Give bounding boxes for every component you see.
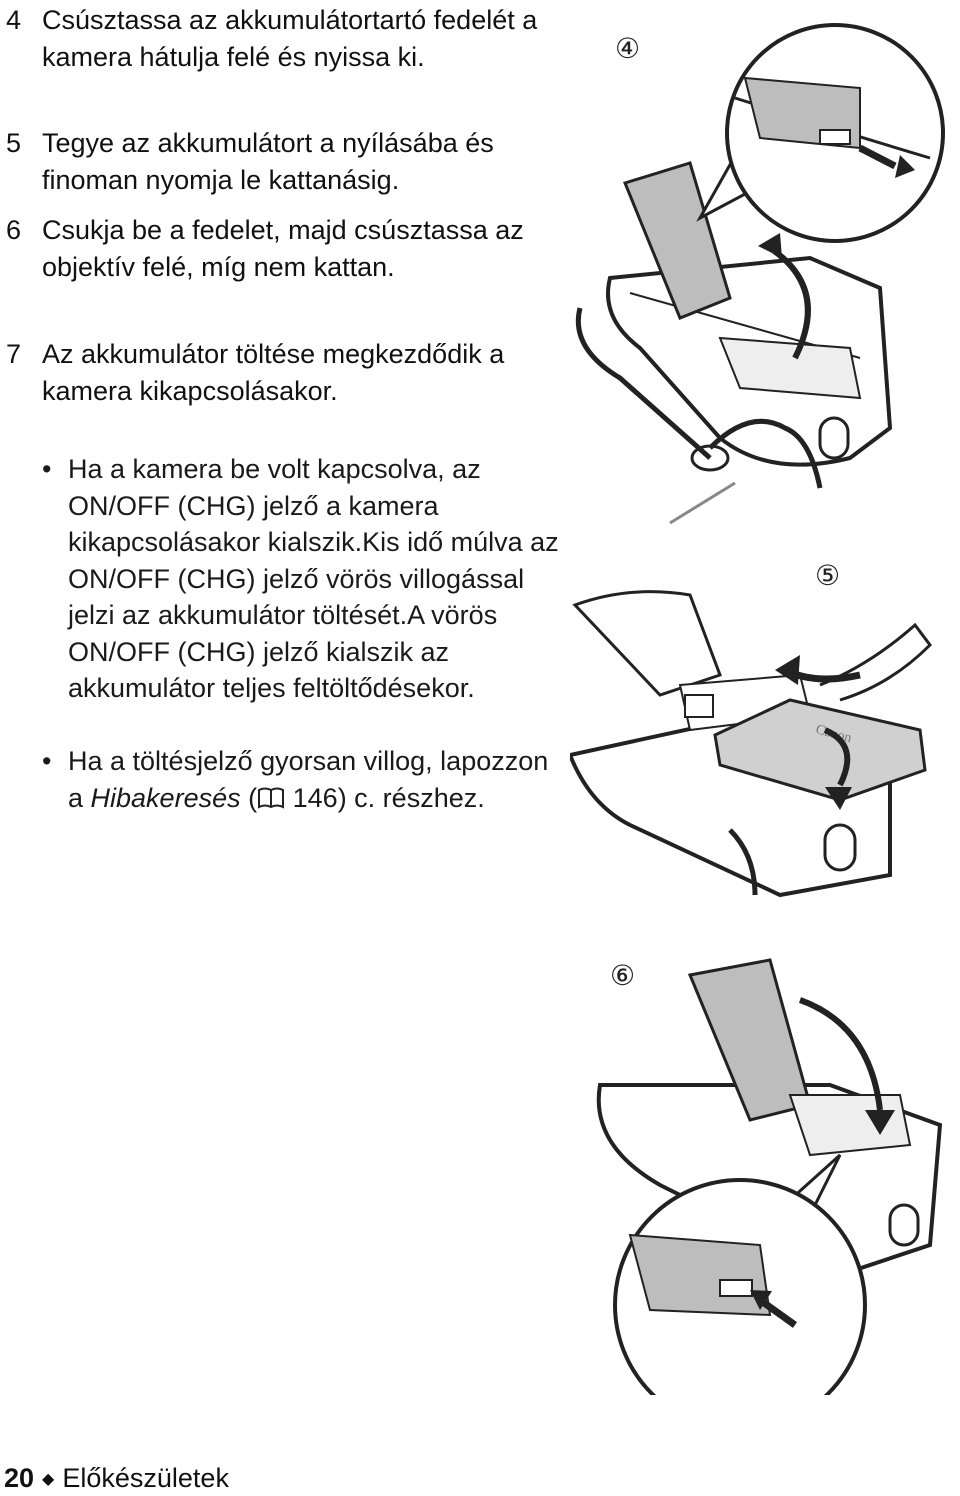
- step-number: 6: [6, 215, 22, 245]
- page-footer: [4, 1462, 229, 1496]
- step-text: Csúsztassa az akkumulátortartó fedelét a kamera hátulja felé és nyissa ki.: [42, 5, 538, 72]
- bullet-charge-indicator: [0, 451, 560, 707]
- page-number: 20: [4, 1463, 35, 1493]
- bullet-text-part: Ha a töltésjelző gyorsan villog, lapozzon a: [68, 746, 549, 813]
- step-number: 4: [6, 5, 22, 35]
- bullet-troubleshooting: [0, 743, 560, 819]
- figure-label: ⑤: [815, 559, 841, 592]
- bullet-dot: •: [42, 746, 52, 776]
- step-5: [0, 125, 570, 199]
- step-number: 7: [6, 339, 22, 369]
- figure-open-cover: [570, 18, 955, 538]
- step-text: Az akkumulátor töltése megkezdődik a kamera kikapcsolásakor.: [42, 339, 505, 406]
- figure-close-cover: [580, 945, 955, 1395]
- bullet-text: Ha a kamera be volt kapcsolva, az ON/OFF (CHG) jelző a kamera kikapcsolásakor kialszik.Kis idő múlva az ON/OFF (CHG) jelző vörös villogással jelzi az akkumulátor töltését.A vörös ON/OFF (CHG) jelző kialszik az akkumulátor teljes feltöltődésekor.: [68, 454, 559, 703]
- step-text: Tegye az akkumulátort a nyílásába és finoman nyomja le kattanásig.: [42, 128, 494, 195]
- troubleshooting-link[interactable]: Hibakeresés: [90, 782, 241, 813]
- figure-label: ⑥: [610, 959, 636, 992]
- bullet-text-part: (: [240, 782, 258, 813]
- figure-insert-battery: [570, 555, 955, 915]
- step-text: Csukja be a fedelet, majd csúsztassa az objektív felé, míg nem kattan.: [42, 215, 524, 282]
- section-title: Előkészületek: [62, 1463, 229, 1493]
- bullet-text: [68, 743, 560, 819]
- step-7: [0, 336, 570, 410]
- diamond-separator-icon: ◆: [42, 1471, 55, 1488]
- step-4: [0, 2, 570, 76]
- bullet-text-part: ) c. részhez.: [337, 782, 485, 813]
- battery-brand-label: Canon: [813, 722, 854, 747]
- step-6: [0, 212, 570, 286]
- step-number: 5: [6, 128, 22, 158]
- book-icon: [257, 783, 285, 820]
- page-reference[interactable]: 146: [292, 782, 338, 813]
- figure-label: ④: [615, 32, 641, 65]
- bullet-dot: •: [42, 454, 52, 484]
